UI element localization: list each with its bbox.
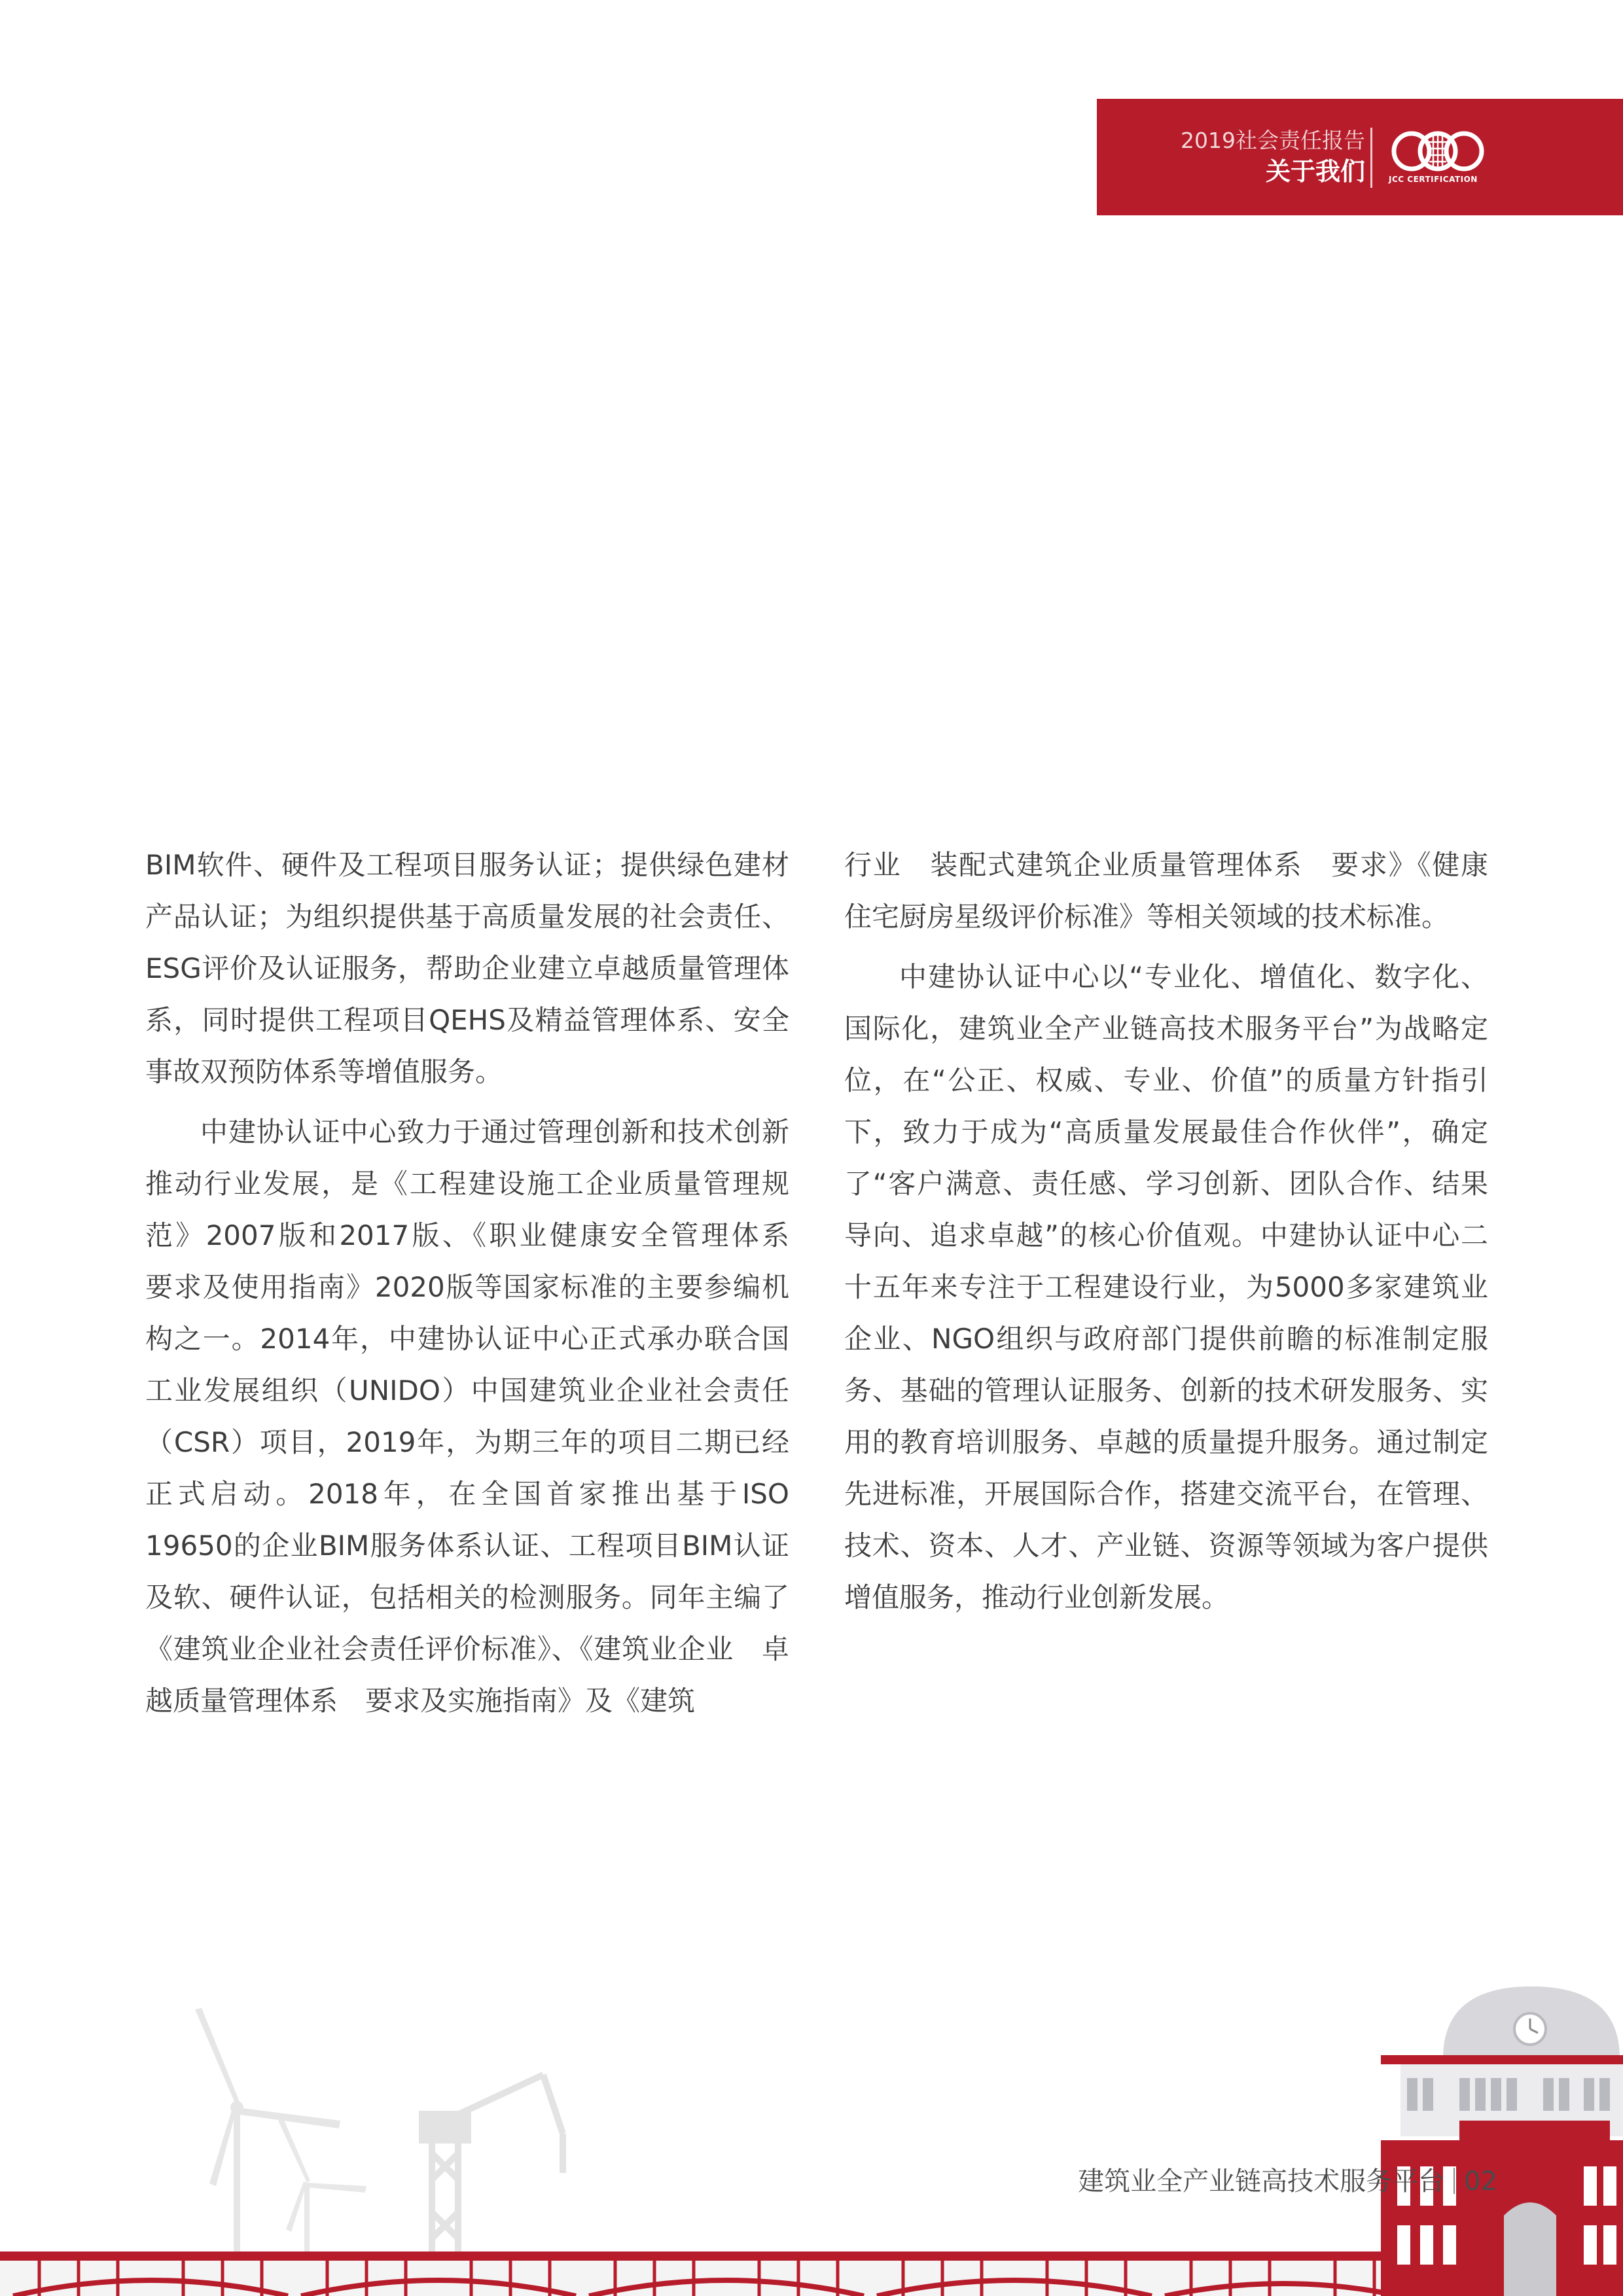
footer-tagline: 建筑业全产业链高技术服务平台 (1078, 2166, 1445, 2197)
clock-building-icon (1381, 1986, 1623, 2296)
right-column (844, 839, 1488, 1632)
left-column (145, 839, 817, 1735)
footer (1078, 2164, 1497, 2198)
left-paragraph-1: BIM软件、硬件及工程项目服务认证；提供绿色建材产品认证；为组织提供基于高质量发展的社会责任、ESG评价及认证服务，帮助企业建立卓越质量管理体系，同时提供工程项目QEHS及精益管理体系、安全事故双预防体系等增值服务。 (145, 849, 789, 1088)
left-paragraph-2: 中建协认证中心致力于通过管理创新和技术创新推动行业发展，是《工程建设施工企业质量管理规范》2007版和2017版、《职业健康安全管理体系 要求及使用指南》2020版等国家标准的主要参编机构之一。2014年，中建协认证中心正式承办联合国工业发展组织（UNIDO）中国建筑业企业社会责任（CSR）项目，2019年，为期三年的项目二期已经正式启动。2018年，在全国首家推出基于ISO 19650的企业BIM服务体系认证、工程项目BIM认证及软、硬件认证，包括相关的检测服务。同年主编了《建筑业企业社会责任评价标准》、《建筑业企业 卓越质量管理体系 要求及实施指南》及《建筑 (145, 1116, 817, 1717)
footer-separator (1454, 2168, 1455, 2194)
right-paragraph-1: 行业 装配式建筑企业质量管理体系 要求》《健康住宅厨房星级评价标准》等相关领域的技术标准。 (844, 849, 1488, 933)
report-title: 2019社会责任报告 (1181, 128, 1365, 153)
footer-illustration (0, 1957, 1623, 2296)
right-paragraph-2: 中建协认证中心以“专业化、增值化、数字化、国际化，建筑业全产业链高技术服务平台”为战略定位，在“公正、权威、专业、价值”的质量方针指引下，致力于成为“高质量发展最佳合作伙伴”，确定了“客户满意、责任感、学习创新、团队合作、结果导向、追求卓越”的核心价值观。中建协认证中心二十五年来专注于工程建设行业，为5000多家建筑业企业、NGO组织与政府部门提供前瞻的标准制定服务、基础的管理认证服务、创新的技术研发服务、实用的教育培训服务、卓越的质量提升服务。通过制定先进标准，开展国际合作，搭建交流平台，在管理、技术、资本、人才、产业链、资源等领域为客户提供增值服务，推动行业创新发展。 (844, 961, 1488, 1613)
header-divider (1370, 128, 1372, 188)
wind-turbine-icon (195, 2008, 340, 2278)
header-text (1181, 126, 1365, 188)
section-title: 关于我们 (1265, 157, 1365, 186)
page-number: 02 (1464, 2166, 1497, 2197)
logo-caption: JCC CERTIFICATION (1389, 175, 1478, 184)
bridge-icon (0, 2251, 1400, 2296)
header-banner (1097, 99, 1623, 215)
